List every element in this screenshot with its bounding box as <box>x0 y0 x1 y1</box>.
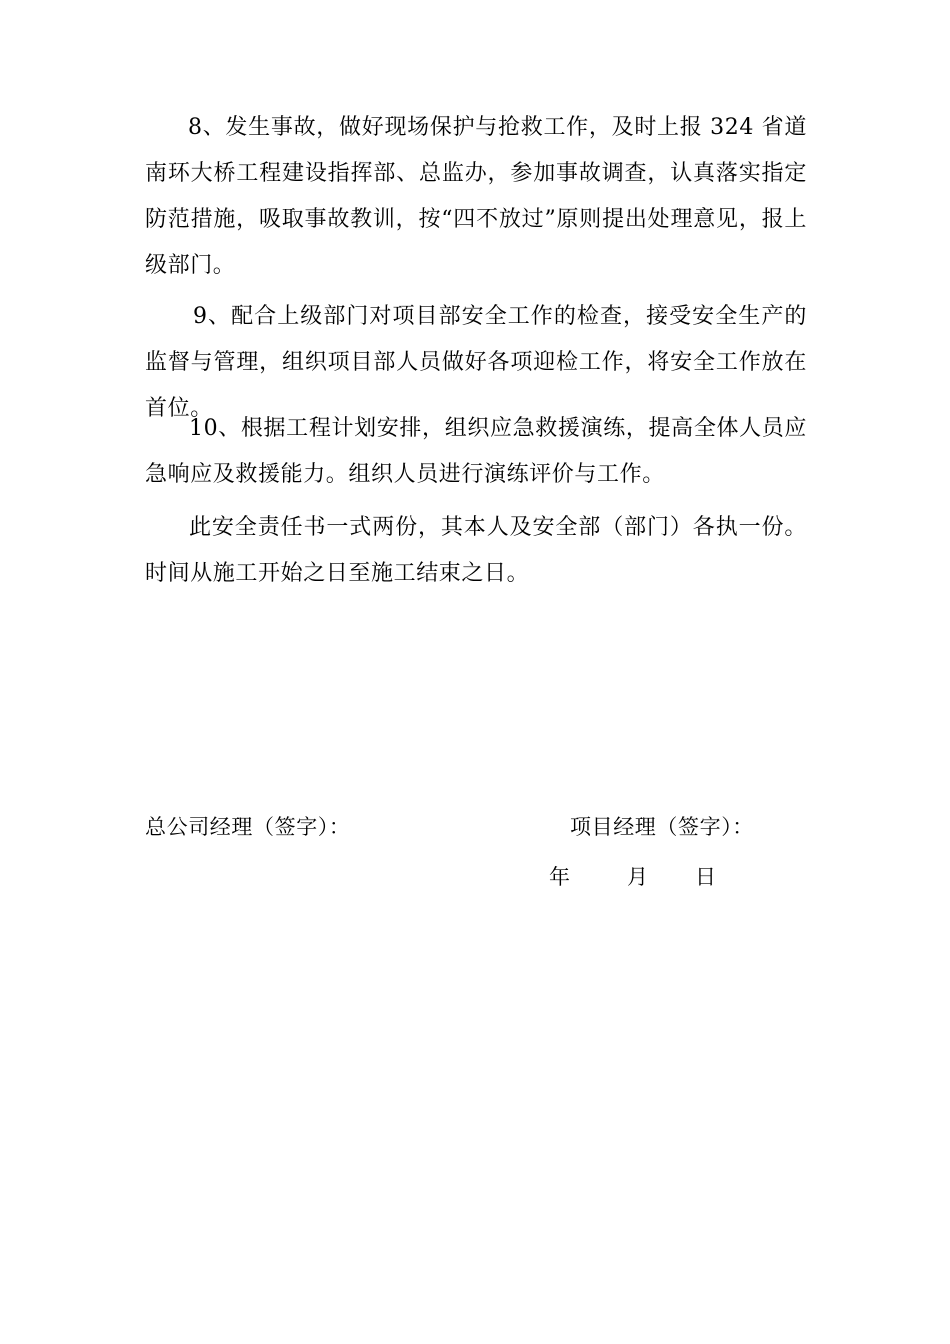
clause-10-paragraph: 10、根据工程计划安排，组织应急救援演练，提高全体人员应急响应及救援能力。组织人员进行演练评价与工作。 <box>145 416 807 487</box>
copies-note-paragraph: 此安全责任书一式两份，其本人及安全部（部门）各执一份。时间从施工开始之日至施工结束之日。 <box>145 515 807 586</box>
project-manager-signature-label: 项目经理（签字）： <box>570 815 754 839</box>
date-year-label: 年 <box>549 865 570 889</box>
company-manager-signature-label: 总公司经理（签字）： <box>145 815 351 839</box>
date-month-label: 月 <box>627 865 648 889</box>
clause-8-paragraph: 8、发生事故，做好现场保护与抢救工作，及时上报 324 省道南环大桥工程建设指挥部、总监办，参加事故调查，认真落实指定防范措施，吸取事故教训，按“四不放过”原则提出处理意见，报上级部门。 <box>145 115 807 278</box>
clause-9-paragraph: 9、配合上级部门对项目部安全工作的检查，接受安全生产的监督与管理，组织项目部人员做好各项迎检工作，将安全工作放在首位。 <box>145 304 807 421</box>
date-day-label: 日 <box>695 865 716 889</box>
